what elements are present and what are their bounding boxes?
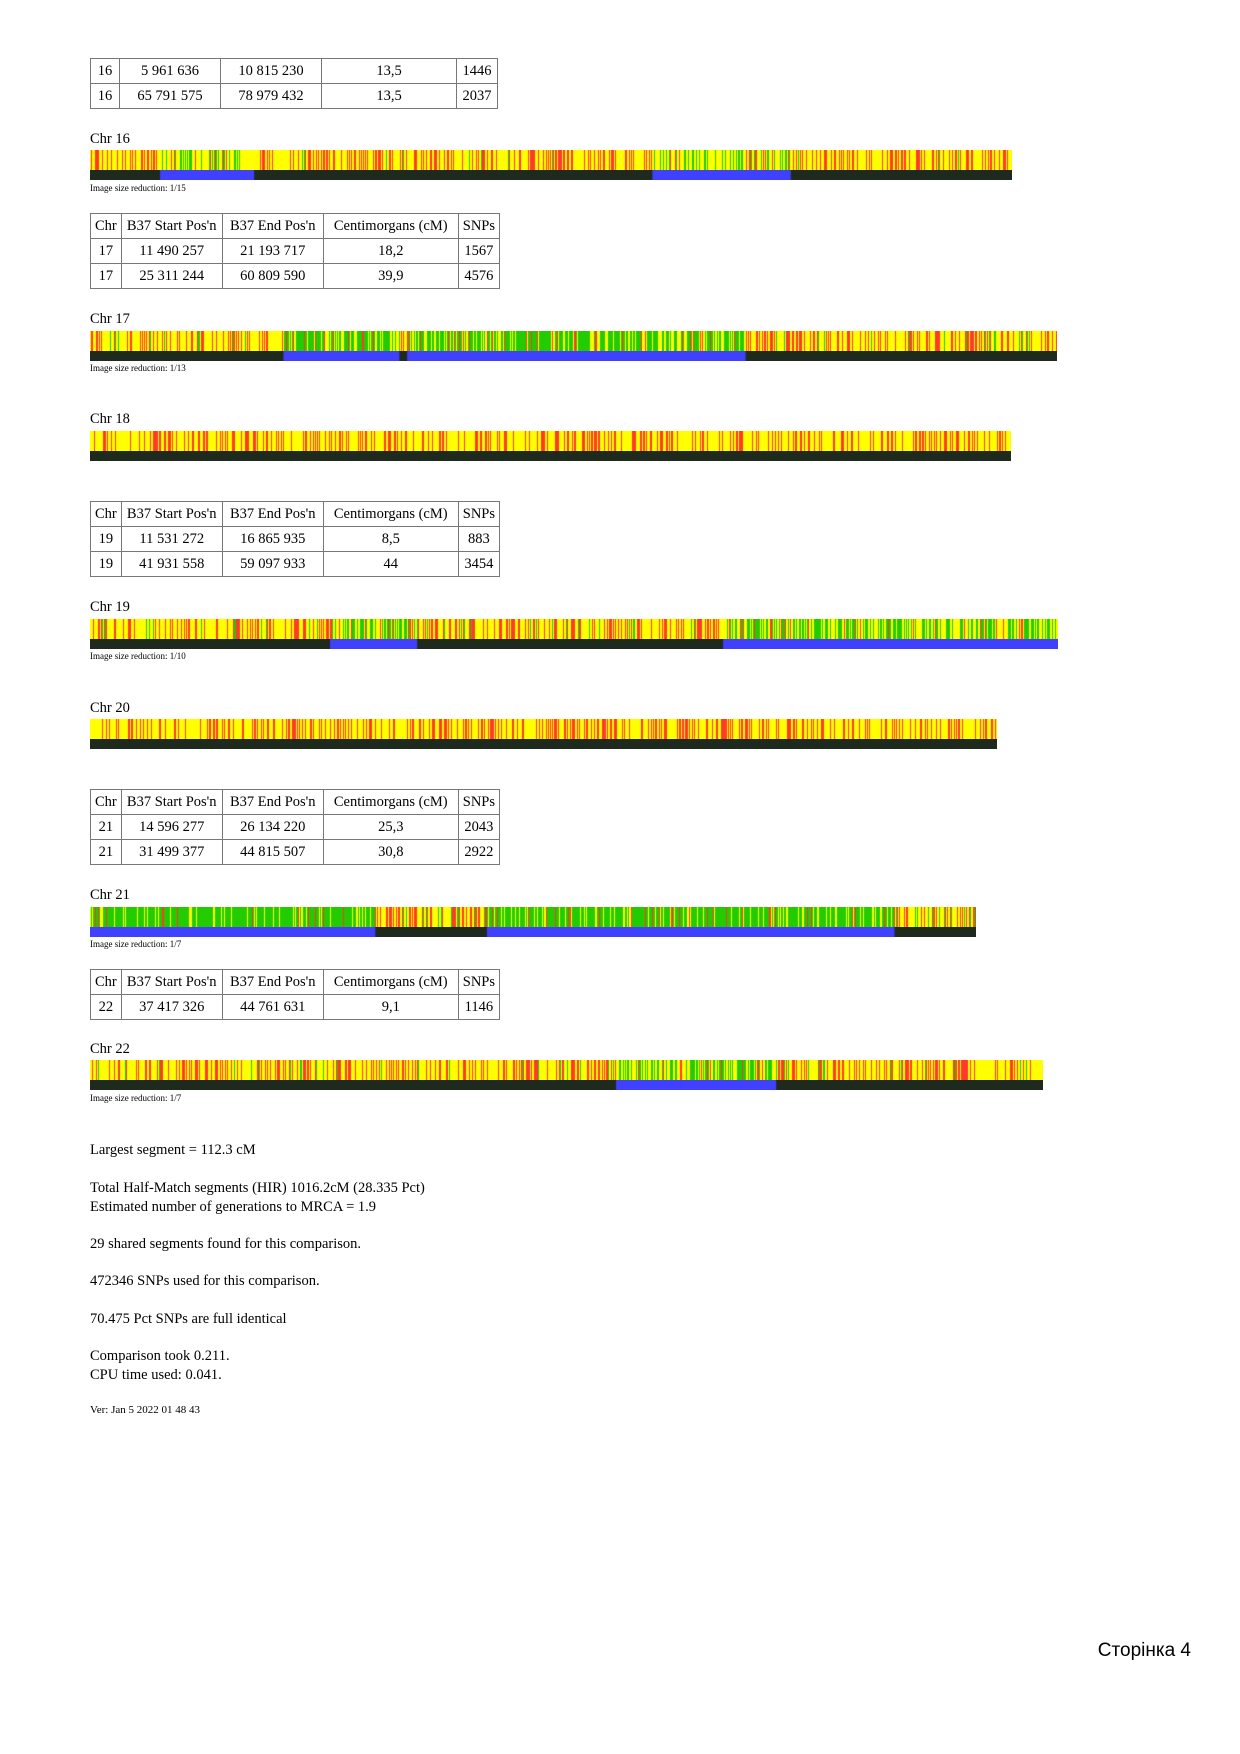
table-row [91,840,500,865]
header-snps: SNPs [458,970,499,995]
page-number: Сторінка 4 [1097,1640,1191,1661]
cell-end: 10 815 230 [221,59,322,84]
header-snps: SNPs [458,502,499,527]
cell-snps: 1567 [458,239,499,264]
cell-end: 60 809 590 [222,264,323,289]
cell-cm: 30,8 [323,840,458,865]
shared-segment-strip [90,451,1011,461]
header-end: B37 End Pos'n [222,214,323,239]
shared-segment-strip [90,639,1058,649]
snp-strip [90,619,1058,639]
header-snps: SNPs [458,214,499,239]
chr-22-bar [90,1060,1043,1090]
chr-22-reduction: Image size reduction: 1/7 [90,1093,182,1103]
cell-cm: 8,5 [323,527,458,552]
cell-start: 11 531 272 [121,527,222,552]
segment-table-chr17 [90,213,500,289]
segment-table-chr21 [90,789,500,865]
header-end: B37 End Pos'n [222,790,323,815]
segment-table-chr19 [90,501,500,577]
chr-22-label: Chr 22 [90,1041,130,1057]
shared-segment-strip [90,739,997,749]
cell-end: 44 761 631 [222,995,323,1020]
segment-table-chr22 [90,969,500,1020]
segment-table-chr16 [90,58,498,109]
table-row [91,264,500,289]
cell-snps: 883 [458,527,499,552]
chr-16-reduction: Image size reduction: 1/15 [90,183,186,193]
snp-strip [90,1060,1043,1080]
header-cm: Centimorgans (cM) [323,214,458,239]
comparison-time: Comparison took 0.211. [90,1348,230,1364]
cell-chr: 17 [91,239,122,264]
table-header-row [91,502,500,527]
cell-snps: 2043 [458,815,499,840]
cell-cm: 13,5 [322,59,457,84]
cell-cm: 25,3 [323,815,458,840]
cell-end: 21 193 717 [222,239,323,264]
shared-segment-strip [90,170,1012,180]
header-snps: SNPs [458,790,499,815]
header-cm: Centimorgans (cM) [323,502,458,527]
header-end: B37 End Pos'n [222,502,323,527]
cell-snps: 1146 [458,995,499,1020]
cell-chr: 16 [91,59,120,84]
header-chr: Chr [91,790,122,815]
cell-snps: 4576 [458,264,499,289]
shared-segment-strip [90,927,976,937]
cell-snps: 2037 [457,84,498,109]
table-row [91,815,500,840]
cell-start: 37 417 326 [121,995,222,1020]
chr-20-bar [90,719,997,749]
header-start: B37 Start Pos'n [121,790,222,815]
cell-end: 78 979 432 [221,84,322,109]
cell-chr: 22 [91,995,122,1020]
cell-end: 44 815 507 [222,840,323,865]
cell-end: 59 097 933 [222,552,323,577]
version: Ver: Jan 5 2022 01 48 43 [90,1404,200,1416]
chr-18-bar [90,431,1011,461]
chr-18-label: Chr 18 [90,411,130,427]
header-chr: Chr [91,970,122,995]
chr-16-label: Chr 16 [90,131,130,147]
header-end: B37 End Pos'n [222,970,323,995]
cell-chr: 21 [91,815,122,840]
cell-start: 14 596 277 [121,815,222,840]
chr-21-label: Chr 21 [90,887,130,903]
header-start: B37 Start Pos'n [121,502,222,527]
header-cm: Centimorgans (cM) [323,970,458,995]
shared-segments-count: 29 shared segments found for this comparison. [90,1236,362,1252]
cell-chr: 17 [91,264,122,289]
total-half-match: Total Half-Match segments (HIR) 1016.2cM (28.335 Pct) [90,1180,425,1196]
cell-start: 5 961 636 [120,59,221,84]
chr-16-bar [90,150,1012,180]
shared-segment-strip [90,1080,1043,1090]
mrca-estimate: Estimated number of generations to MRCA = 1.9 [90,1199,377,1215]
table-header-row [91,214,500,239]
table-row [91,84,498,109]
header-start: B37 Start Pos'n [121,970,222,995]
header-start: B37 Start Pos'n [121,214,222,239]
header-chr: Chr [91,214,122,239]
cell-cm: 39,9 [323,264,458,289]
cell-start: 25 311 244 [121,264,222,289]
chr-19-bar [90,619,1058,649]
cell-snps: 3454 [458,552,499,577]
cell-chr: 21 [91,840,122,865]
table-header-row [91,970,500,995]
cell-end: 16 865 935 [222,527,323,552]
table-row [91,59,498,84]
cell-end: 26 134 220 [222,815,323,840]
chr-21-reduction: Image size reduction: 1/7 [90,939,182,949]
table-row [91,527,500,552]
cell-cm: 18,2 [323,239,458,264]
cell-chr: 19 [91,527,122,552]
chr-20-label: Chr 20 [90,700,130,716]
shared-segment-strip [90,351,1057,361]
chr-17-reduction: Image size reduction: 1/13 [90,363,186,373]
chr-21-bar [90,907,976,937]
chr-19-reduction: Image size reduction: 1/10 [90,651,186,661]
table-header-row [91,790,500,815]
chr-17-label: Chr 17 [90,311,130,327]
cell-start: 31 499 377 [121,840,222,865]
cell-chr: 19 [91,552,122,577]
chr-17-bar [90,331,1057,361]
header-cm: Centimorgans (cM) [323,790,458,815]
snp-strip [90,907,976,927]
cell-start: 11 490 257 [121,239,222,264]
table-row [91,552,500,577]
snp-strip [90,150,1012,170]
cell-cm: 44 [323,552,458,577]
snps-used: 472346 SNPs used for this comparison. [90,1273,320,1289]
snp-strip [90,719,997,739]
cell-snps: 2922 [458,840,499,865]
cell-start: 41 931 558 [121,552,222,577]
full-identical: 70.475 Pct SNPs are full identical [90,1311,287,1327]
chr-19-label: Chr 19 [90,599,130,615]
snp-strip [90,331,1057,351]
cell-cm: 9,1 [323,995,458,1020]
header-chr: Chr [91,502,122,527]
cell-start: 65 791 575 [120,84,221,109]
snp-strip [90,431,1011,451]
table-row [91,995,500,1020]
cpu-time: CPU time used: 0.041. [90,1367,222,1383]
cell-cm: 13,5 [322,84,457,109]
cell-chr: 16 [91,84,120,109]
cell-snps: 1446 [457,59,498,84]
largest-segment: Largest segment = 112.3 cM [90,1142,256,1158]
table-row [91,239,500,264]
